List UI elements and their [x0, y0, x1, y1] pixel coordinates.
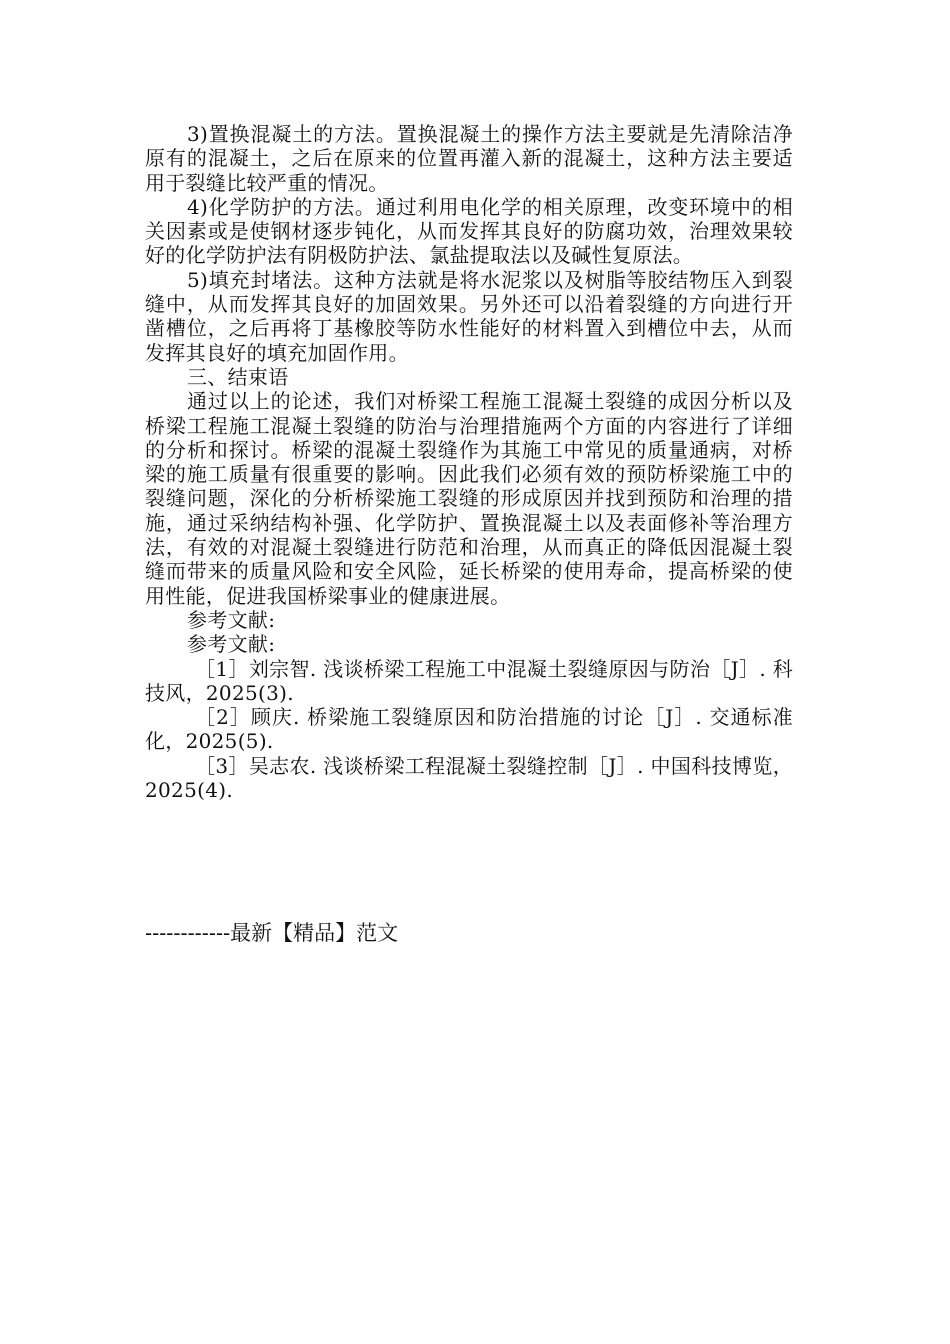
- paragraph-replacement-method: 3)置换混凝土的方法。置换混凝土的操作方法主要就是先清除洁净原有的混凝土，之后在原来的位置再灌入新的混凝土，这种方法主要适用于裂缝比较严重的情况。: [145, 122, 793, 195]
- references-heading: 参考文献:: [187, 607, 276, 632]
- references-heading-repeat: 参考文献:: [187, 632, 276, 657]
- paragraph-conclusion: 通过以上的论述，我们对桥梁工程施工混凝土裂缝的成因分析以及桥梁工程施工混凝土裂缝的防治与治理措施两个方面的内容进行了详细的分析和探讨。桥梁的混凝土裂缝作为其施工中常见的质量通病，对桥梁的施工质量有很重要的影响。因此我们必须有效的预防桥梁施工中的裂缝问题，深化的分析桥梁施工裂缝的形成原因并找到预防和治理的措施，通过采纳结构补强、化学防护、置换混凝土以及表面修补等治理方法，有效的对混凝土裂缝进行防范和治理，从而真正的降低因混凝土裂缝而带来的质量风险和安全风险，延长桥梁的使用寿命，提高桥梁的使用性能，促进我国桥梁事业的健康进展。: [145, 389, 793, 608]
- footer-banner: ------------最新【精品】范文: [145, 921, 399, 945]
- document-body: [145, 122, 793, 802]
- reference-item-1: ［1］刘宗智. 浅谈桥梁工程施工中混凝土裂缝原因与防治［J］. 科技风，2025(3).: [145, 656, 793, 705]
- reference-item-3: ［3］吴志农. 浅谈桥梁工程混凝土裂缝控制［J］. 中国科技博览，2025(4).: [145, 753, 793, 803]
- paragraph-filling-sealing: 5)填充封堵法。这种方法就是将水泥浆以及树脂等胶结物压入到裂缝中，从而发挥其良好的加固效果。另外还可以沿着裂缝的方向进行开凿槽位，之后再将丁基橡胶等防水性能好的材料置入到槽位中去，从而发挥其良好的填充加固作用。: [145, 267, 793, 365]
- section-heading-conclusion: 三、结束语: [187, 364, 289, 389]
- reference-item-2: ［2］顾庆. 桥梁施工裂缝原因和防治措施的讨论［J］. 交通标准化，2025(5).: [145, 705, 793, 754]
- paragraph-chemical-protection: 4)化学防护的方法。通过利用电化学的相关原理，改变环境中的相关因素或是使钢材逐步钝化，从而发挥其良好的防腐功效，治理效果较好的化学防护法有阴极防护法、氯盐提取法以及碱性复原法。: [145, 194, 793, 268]
